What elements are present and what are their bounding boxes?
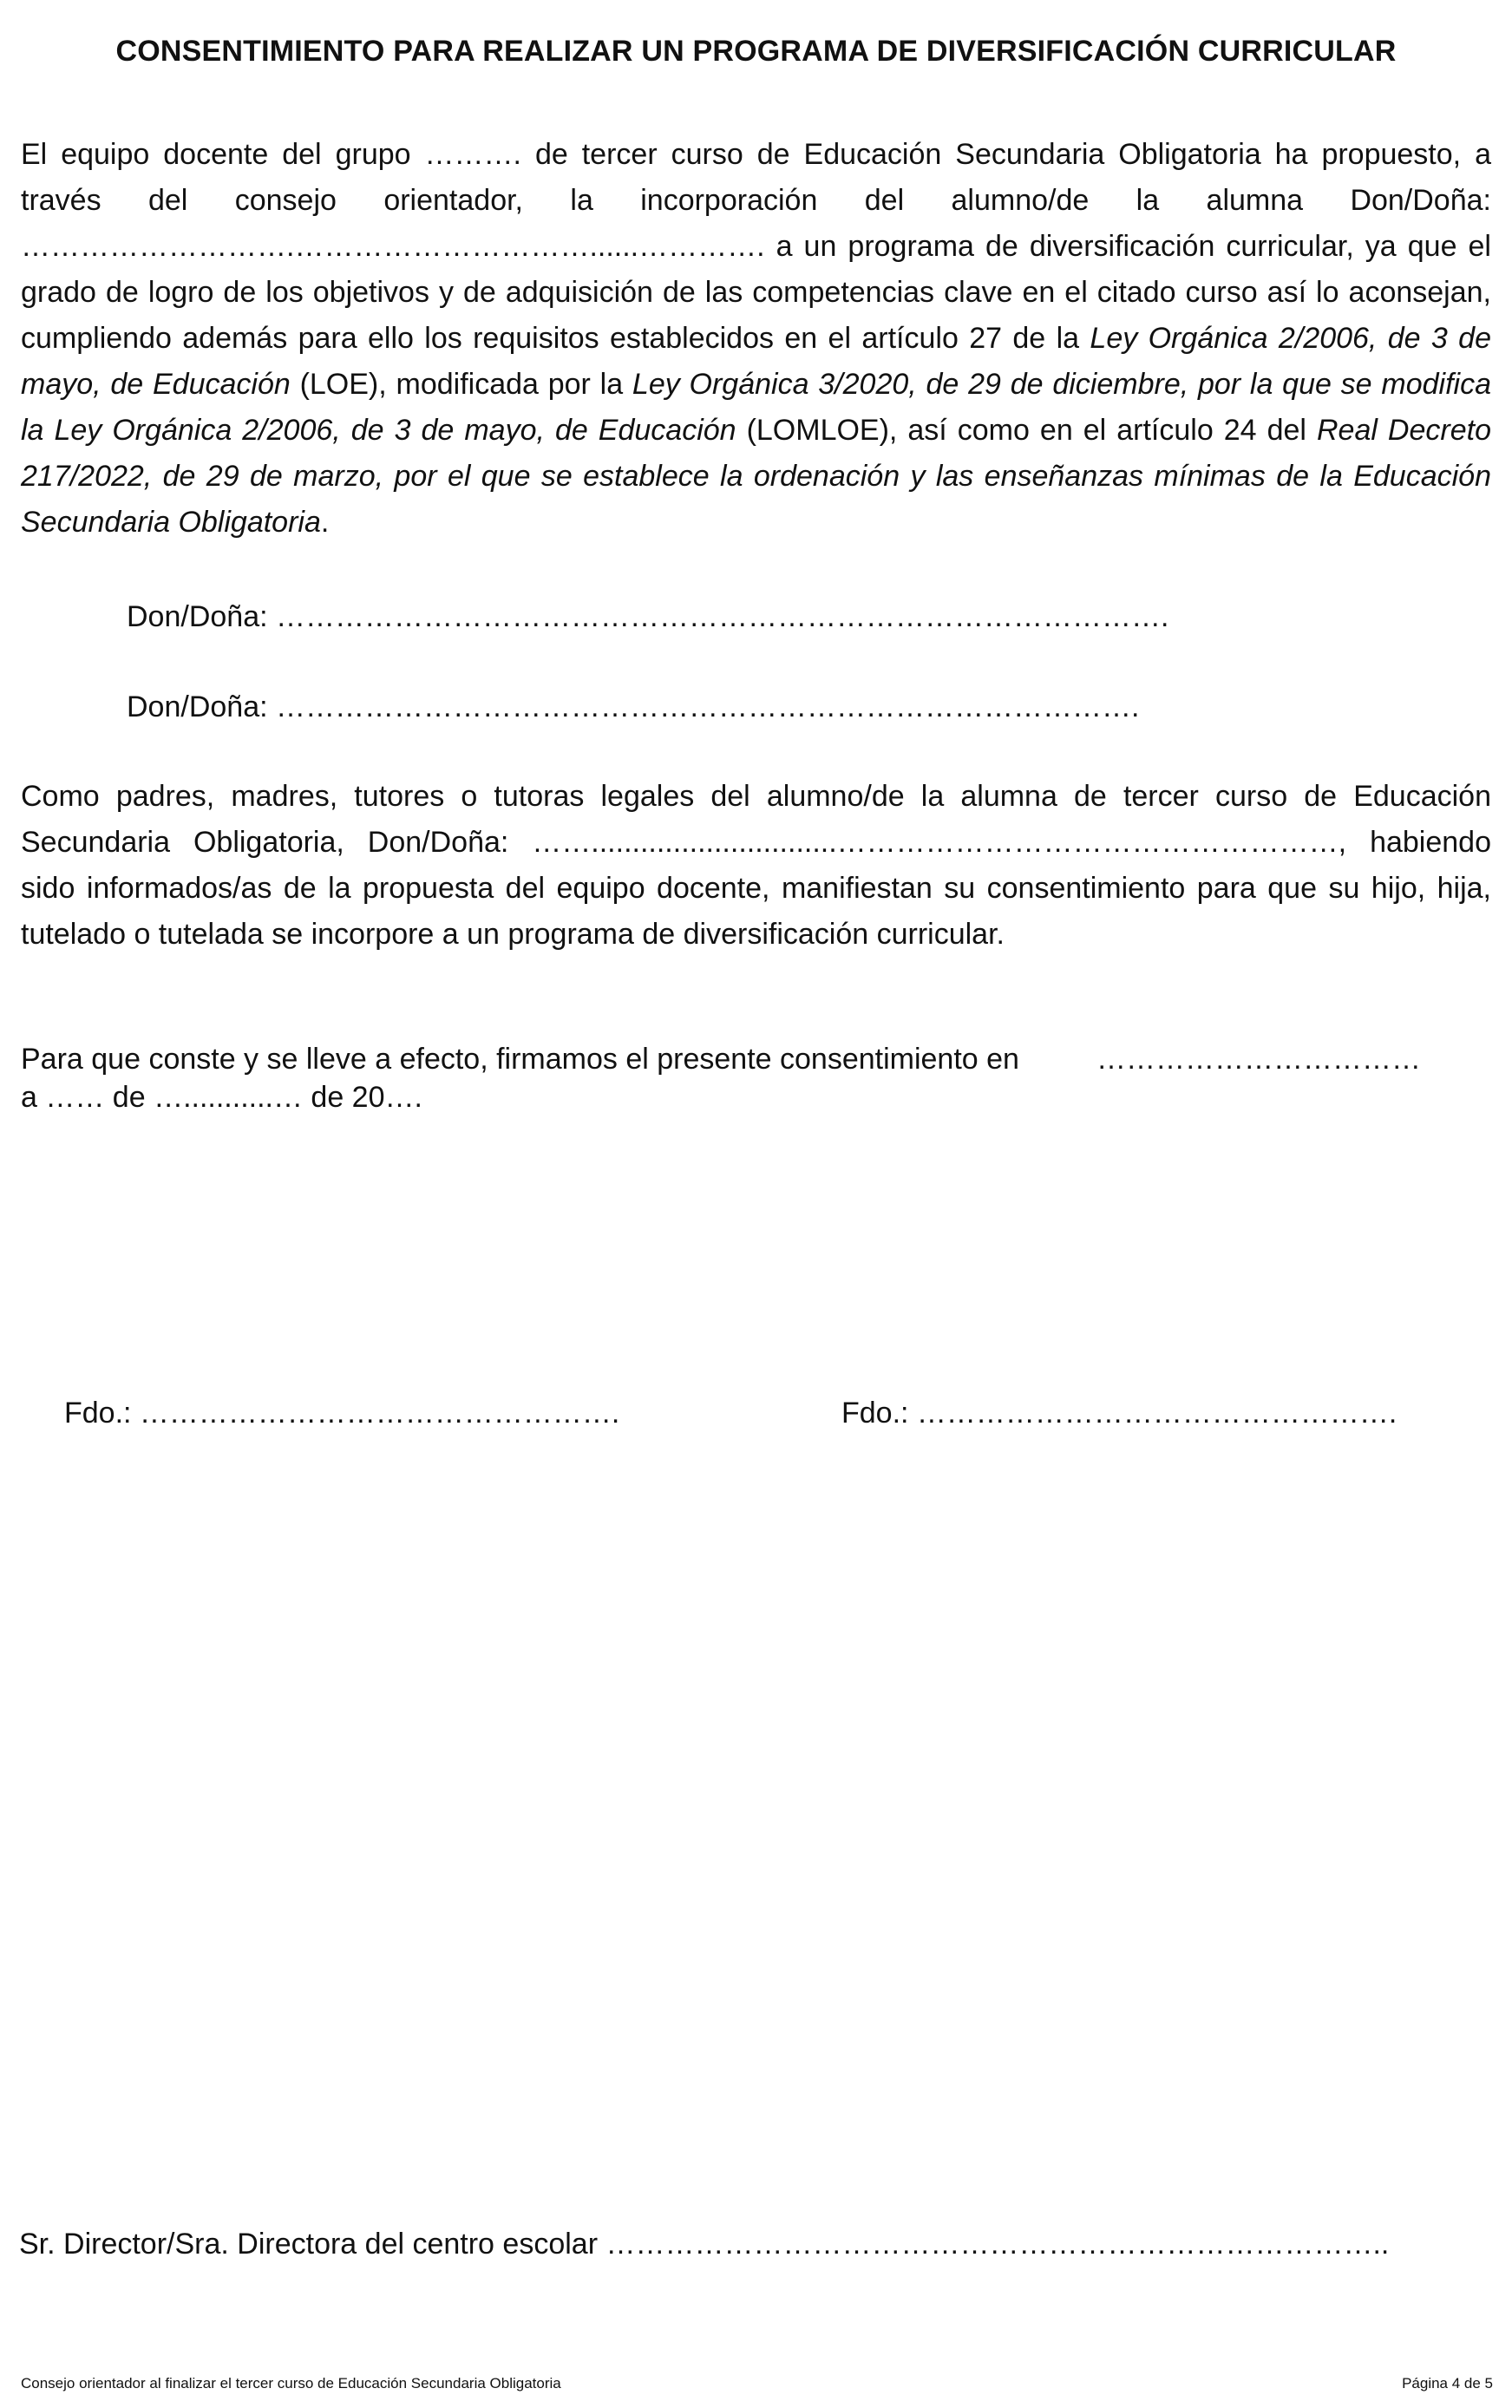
law-reference: Ley Orgánica 2/2006, de 3 de mayo, de Educación [21, 322, 1492, 401]
name-field-line: Don/Doña: ………………………………………………………………………………. [127, 600, 1169, 633]
signature-right: Fdo.: …………………………………………. [841, 1397, 1397, 1430]
place-line: Para que conste y se lleve a efecto, firmamos el presente consentimiento en [21, 1043, 1019, 1076]
page-number: Página 4 de 5 [1402, 2375, 1493, 2392]
footer-document-title: Consejo orientador al finalizar el tercer curso de Educación Secundaria Obligatoria [21, 2375, 561, 2392]
name-field-line: Don/Doña: ……………………………………………………………………………. [127, 690, 1140, 723]
document-title: CONSENTIMIENTO PARA REALIZAR UN PROGRAMA DE DIVERSIFICACIÓN CURRICULAR [115, 35, 1397, 68]
date-line: a …… de …...........… de 20…. [21, 1081, 422, 1114]
signature-left: Fdo.: …………………………………………. [64, 1397, 620, 1430]
law-reference: Real Decreto 217/2022, de 29 de marzo, por el que se establece la ordenación y las enseñanzas mínimas de la Educación Secundaria Obligatoria [21, 414, 1491, 539]
law-reference: Ley Orgánica 3/2020, de 29 de diciembre, por la que se modifica la Ley Orgánica 2/2006, de 3 de mayo, de Educación [21, 368, 1491, 447]
proposal-paragraph [21, 132, 1491, 546]
place-blank: …………………………… [1096, 1043, 1421, 1076]
paragraph-text: (LOMLOE), así como en el artículo 24 del [736, 414, 1317, 447]
paragraph-text: . [320, 506, 330, 539]
paragraph-text: (LOE), modificada por la [290, 368, 632, 401]
director-line: Sr. Director/Sra. Directora del centro escolar …………………………………………………………………….. [19, 2228, 1390, 2261]
paragraph-text: El equipo docente del grupo ………. de tercer curso de Educación Secundaria Obligatoria ha propuesto, a través del consejo orientador, la incorporación del alumno/de la alumna Don/Doña: ……………………….…………………………......…………. a un programa de diversificación curricular, ya que el grado de logro de los objetivos y de adquisición de las competencias clave en el citado curso así lo aconsejan, cumpliendo además para ello los requisitos establecidos en el artículo 27 de la [21, 138, 1491, 355]
consent-paragraph: Como padres, madres, tutores o tutoras legales del alumno/de la alumna de tercer curso de Educación Secundaria Obligatoria, Don/Doña: ……..............................……………………………………………, habiendo sido informados/as de la propuesta del equipo docente, manifiestan su consentimiento para que su hijo, hija, tutelado o tutelada se incorpore a un programa de diversificación curricular. [21, 780, 1491, 951]
